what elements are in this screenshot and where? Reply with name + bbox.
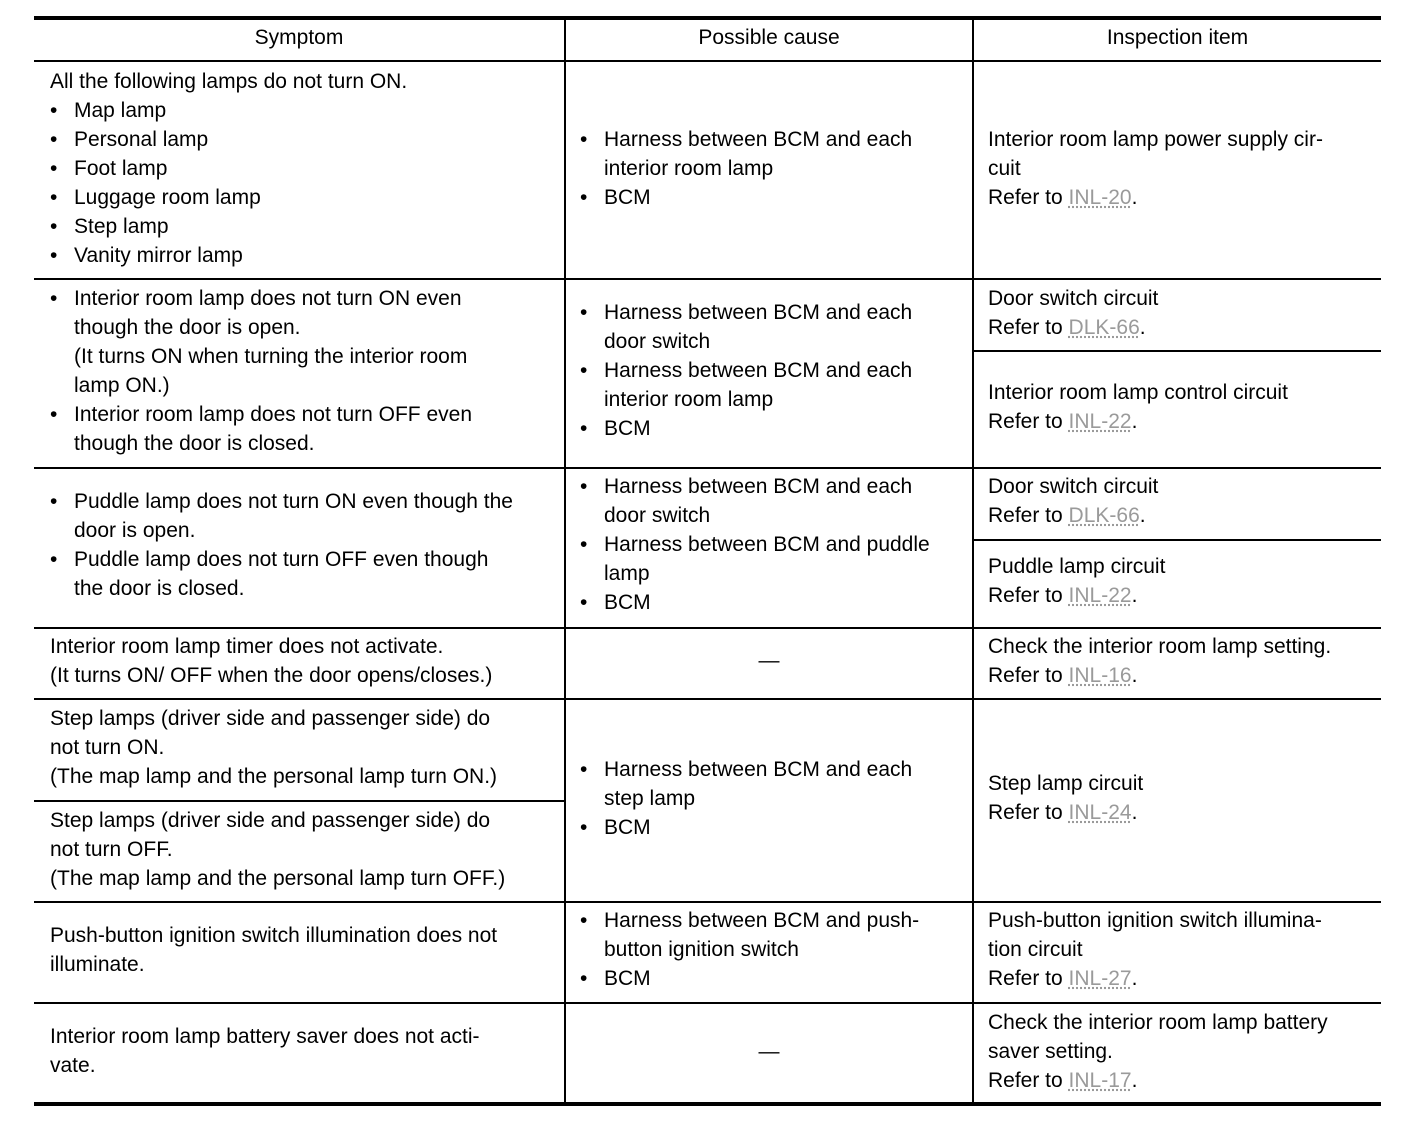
bullet: • bbox=[580, 816, 588, 839]
reference-link[interactable]: INL-22 bbox=[1068, 410, 1132, 433]
refer-line bbox=[988, 501, 1146, 530]
inspection-text: Door switch circuit bbox=[988, 287, 1159, 310]
row-divider bbox=[34, 278, 1381, 280]
symptom-text: the door is closed. bbox=[74, 577, 245, 600]
symptom-text: (It turns ON/ OFF when the door opens/closes.) bbox=[50, 664, 493, 687]
period: . bbox=[1131, 186, 1138, 209]
cause-text: Harness between BCM and each bbox=[604, 475, 913, 498]
refer-line bbox=[988, 661, 1137, 690]
symptom-text: not turn OFF. bbox=[50, 838, 173, 861]
cause-text: Harness between BCM and each bbox=[604, 128, 913, 151]
row-divider bbox=[34, 901, 1381, 903]
lamp-item: Vanity mirror lamp bbox=[74, 244, 243, 267]
refer-label: Refer to bbox=[988, 664, 1069, 687]
symptom-text: (The map lamp and the personal lamp turn ON.) bbox=[50, 765, 498, 788]
cause-text: BCM bbox=[604, 186, 651, 209]
inspection-text: Door switch circuit bbox=[988, 475, 1159, 498]
bullet: • bbox=[580, 186, 588, 209]
reference-link[interactable]: DLK-66 bbox=[1068, 316, 1140, 339]
inspection-text: Push-button ignition switch illumina- bbox=[988, 909, 1322, 932]
refer-line bbox=[988, 1066, 1137, 1095]
bullet: • bbox=[580, 301, 588, 324]
inspection-text: tion circuit bbox=[988, 938, 1083, 961]
lamp-item: Foot lamp bbox=[74, 157, 168, 180]
row-divider bbox=[34, 698, 1381, 700]
reference-link[interactable]: INL-17 bbox=[1068, 1069, 1132, 1092]
cause-text: BCM bbox=[604, 591, 651, 614]
inspection-text: Check the interior room lamp setting. bbox=[988, 635, 1332, 658]
column-divider bbox=[564, 18, 566, 1104]
inspection-split-rule bbox=[972, 350, 1381, 352]
cause-text: door switch bbox=[604, 504, 711, 527]
bullet: • bbox=[580, 475, 588, 498]
bullet: • bbox=[580, 417, 588, 440]
lamp-item: Step lamp bbox=[74, 215, 169, 238]
header-possible-cause: Possible cause bbox=[698, 26, 840, 49]
bullet: • bbox=[580, 967, 588, 990]
inspection-text: cuit bbox=[988, 157, 1021, 180]
refer-line bbox=[988, 313, 1146, 342]
header-bottom-rule bbox=[34, 60, 1381, 62]
inspection-split-rule bbox=[972, 539, 1381, 541]
reference-link[interactable]: INL-16 bbox=[1068, 664, 1132, 687]
reference-link[interactable]: INL-20 bbox=[1068, 186, 1132, 209]
bullet: • bbox=[580, 909, 588, 932]
reference-link[interactable]: DLK-66 bbox=[1068, 504, 1140, 527]
row-divider bbox=[34, 1002, 1381, 1004]
symptom-text: Puddle lamp does not turn OFF even though bbox=[74, 548, 489, 571]
refer-label: Refer to bbox=[988, 967, 1069, 990]
bullet: • bbox=[50, 157, 58, 180]
symptom-text: (The map lamp and the personal lamp turn OFF.) bbox=[50, 867, 506, 890]
inspection-text: Interior room lamp control circuit bbox=[988, 381, 1288, 404]
refer-line bbox=[988, 964, 1137, 993]
bullet: • bbox=[50, 215, 58, 238]
bullet: • bbox=[50, 99, 58, 122]
cause-none-dash: — bbox=[758, 1040, 780, 1063]
refer-line bbox=[988, 581, 1137, 610]
cause-text: lamp bbox=[604, 562, 650, 585]
period: . bbox=[1131, 664, 1138, 687]
row-divider bbox=[34, 627, 1381, 629]
cause-text: Harness between BCM and push- bbox=[604, 909, 920, 932]
table-bottom-rule bbox=[34, 1102, 1381, 1106]
cause-text: Harness between BCM and each bbox=[604, 359, 913, 382]
symptom-text: lamp ON.) bbox=[74, 374, 170, 397]
bullet: • bbox=[50, 186, 58, 209]
period: . bbox=[1131, 410, 1138, 433]
symptom-text: Puddle lamp does not turn ON even though the bbox=[74, 490, 513, 513]
symptom-text: All the following lamps do not turn ON. bbox=[50, 70, 408, 93]
cause-text: BCM bbox=[604, 417, 651, 440]
inspection-text: Check the interior room lamp battery bbox=[988, 1011, 1328, 1034]
period: . bbox=[1139, 316, 1146, 339]
symptom-text: illuminate. bbox=[50, 953, 145, 976]
symptom-text: Interior room lamp does not turn OFF even bbox=[74, 403, 473, 426]
symptom-split-rule bbox=[34, 800, 565, 802]
cause-none-dash: — bbox=[758, 649, 780, 672]
bullet: • bbox=[50, 128, 58, 151]
reference-link[interactable]: INL-27 bbox=[1068, 967, 1132, 990]
refer-line bbox=[988, 798, 1137, 827]
cause-text: interior room lamp bbox=[604, 388, 774, 411]
inspection-text: Step lamp circuit bbox=[988, 772, 1144, 795]
symptom-text: vate. bbox=[50, 1054, 96, 1077]
refer-label: Refer to bbox=[988, 504, 1069, 527]
symptom-text: Step lamps (driver side and passenger side) do bbox=[50, 707, 491, 730]
refer-label: Refer to bbox=[988, 186, 1069, 209]
bullet: • bbox=[580, 591, 588, 614]
bullet: • bbox=[580, 128, 588, 151]
cause-text: button ignition switch bbox=[604, 938, 799, 961]
period: . bbox=[1131, 584, 1138, 607]
row-divider bbox=[34, 467, 1381, 469]
cause-text: step lamp bbox=[604, 787, 696, 810]
header-inspection-item: Inspection item bbox=[1106, 26, 1249, 49]
header-symptom: Symptom bbox=[254, 26, 344, 49]
refer-label: Refer to bbox=[988, 316, 1069, 339]
cause-text: BCM bbox=[604, 816, 651, 839]
symptom-text: though the door is closed. bbox=[74, 432, 315, 455]
inspection-text: saver setting. bbox=[988, 1040, 1113, 1063]
period: . bbox=[1139, 504, 1146, 527]
symptom-text: Step lamps (driver side and passenger side) do bbox=[50, 809, 491, 832]
refer-label: Refer to bbox=[988, 1069, 1069, 1092]
bullet: • bbox=[50, 403, 58, 426]
refer-label: Refer to bbox=[988, 801, 1069, 824]
refer-line bbox=[988, 183, 1137, 212]
cause-text: BCM bbox=[604, 967, 651, 990]
column-divider bbox=[972, 18, 974, 1104]
cause-text: Harness between BCM and puddle bbox=[604, 533, 930, 556]
cause-text: Harness between BCM and each bbox=[604, 758, 913, 781]
bullet: • bbox=[580, 359, 588, 382]
symptom-text: not turn ON. bbox=[50, 736, 165, 759]
symptom-text: Interior room lamp timer does not activate. bbox=[50, 635, 444, 658]
symptom-text: Interior room lamp battery saver does not acti- bbox=[50, 1025, 480, 1048]
table-top-rule bbox=[34, 16, 1381, 20]
bullet: • bbox=[580, 533, 588, 556]
bullet: • bbox=[580, 758, 588, 781]
period: . bbox=[1131, 801, 1138, 824]
bullet: • bbox=[50, 244, 58, 267]
symptom-text: door is open. bbox=[74, 519, 196, 542]
cause-text: door switch bbox=[604, 330, 711, 353]
refer-label: Refer to bbox=[988, 410, 1069, 433]
symptom-text: Push-button ignition switch illumination does not bbox=[50, 924, 498, 947]
cause-text: interior room lamp bbox=[604, 157, 774, 180]
refer-line bbox=[988, 407, 1137, 436]
bullet: • bbox=[50, 548, 58, 571]
inspection-text: Interior room lamp power supply cir- bbox=[988, 128, 1323, 151]
cause-text: Harness between BCM and each bbox=[604, 301, 913, 324]
reference-link[interactable]: INL-24 bbox=[1068, 801, 1132, 824]
symptom-text: Interior room lamp does not turn ON even bbox=[74, 287, 462, 310]
lamp-item: Personal lamp bbox=[74, 128, 209, 151]
inspection-text: Puddle lamp circuit bbox=[988, 555, 1166, 578]
lamp-item: Map lamp bbox=[74, 99, 167, 122]
lamp-item: Luggage room lamp bbox=[74, 186, 261, 209]
reference-link[interactable]: INL-22 bbox=[1068, 584, 1132, 607]
refer-label: Refer to bbox=[988, 584, 1069, 607]
period: . bbox=[1131, 1069, 1138, 1092]
symptom-text: (It turns ON when turning the interior room bbox=[74, 345, 468, 368]
symptom-text: though the door is open. bbox=[74, 316, 301, 339]
period: . bbox=[1131, 967, 1138, 990]
bullet: • bbox=[50, 490, 58, 513]
bullet: • bbox=[50, 287, 58, 310]
